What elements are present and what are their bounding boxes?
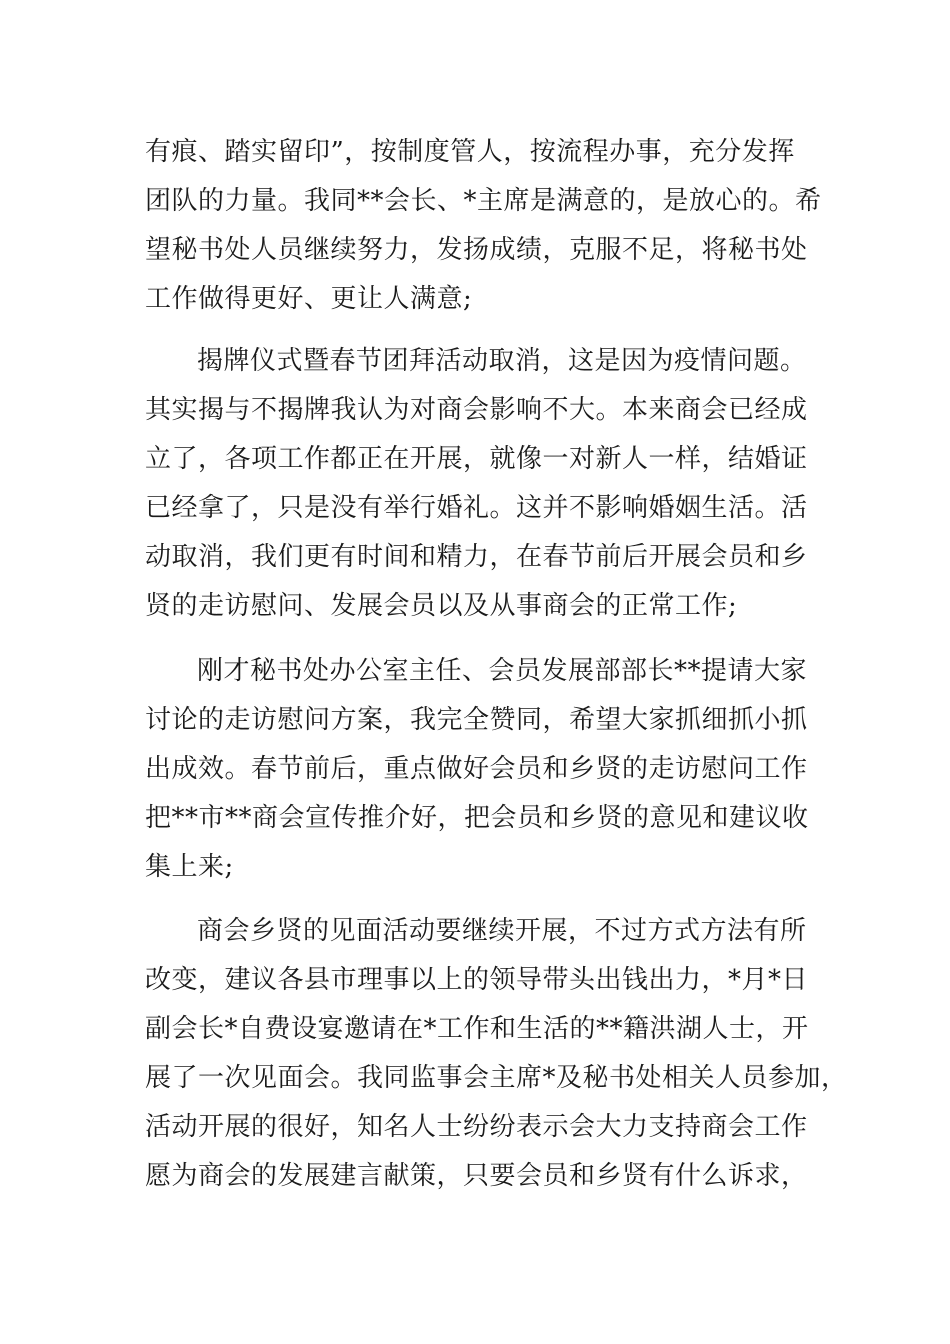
text-line: 望秘书处人员继续努力，发扬成绩，克服不足，将秘书处 [145,235,808,265]
text-line: 团队的力量。我同**会长、*主席是满意的，是放心的。希 [145,186,822,216]
text-line: 揭牌仪式暨春节团拜活动取消，这是因为疫情问题。 [197,346,807,376]
text-line: 把**市**商会宣传推介好，把会员和乡贤的意见和建议收 [145,803,809,833]
text-line: 已经拿了，只是没有举行婚礼。这并不影响婚姻生活。活 [145,493,808,523]
text-line: 活动开展的很好，知名人士纷纷表示会大力支持商会工作 [145,1112,808,1142]
text-line: 集上来; [145,852,234,882]
text-line: 其实揭与不揭牌我认为对商会影响不大。本来商会已经成 [145,395,808,425]
text-line: 商会乡贤的见面活动要继续开展，不过方式方法有所 [197,916,807,946]
text-line: 展了一次见面会。我同监事会主席*及秘书处相关人员参加， [145,1063,848,1093]
text-line: 刚才秘书处办公室主任、会员发展部部长**提请大家 [197,656,808,686]
text-line: 动取消，我们更有时间和精力，在春节前后开展会员和乡 [145,542,808,572]
text-line: 有痕、踏实留印”，按制度管人，按流程办事，充分发挥 [145,137,795,167]
text-line: 工作做得更好、更让人满意; [145,284,473,314]
text-line: 立了，各项工作都正在开展，就像一对新人一样，结婚证 [145,444,808,474]
text-line: 愿为商会的发展建言献策，只要会员和乡贤有什么诉求， [145,1161,808,1191]
text-line: 贤的走访慰问、发展会员以及从事商会的正常工作; [145,591,738,621]
text-line: 讨论的走访慰问方案，我完全赞同，希望大家抓细抓小抓 [145,705,808,735]
text-line: 出成效。春节前后，重点做好会员和乡贤的走访慰问工作 [145,754,808,784]
text-line: 副会长*自费设宴邀请在*工作和生活的**籍洪湖人士，开 [145,1014,809,1044]
text-line: 改变，建议各县市理事以上的领导带头出钱出力，*月*日 [145,965,809,995]
